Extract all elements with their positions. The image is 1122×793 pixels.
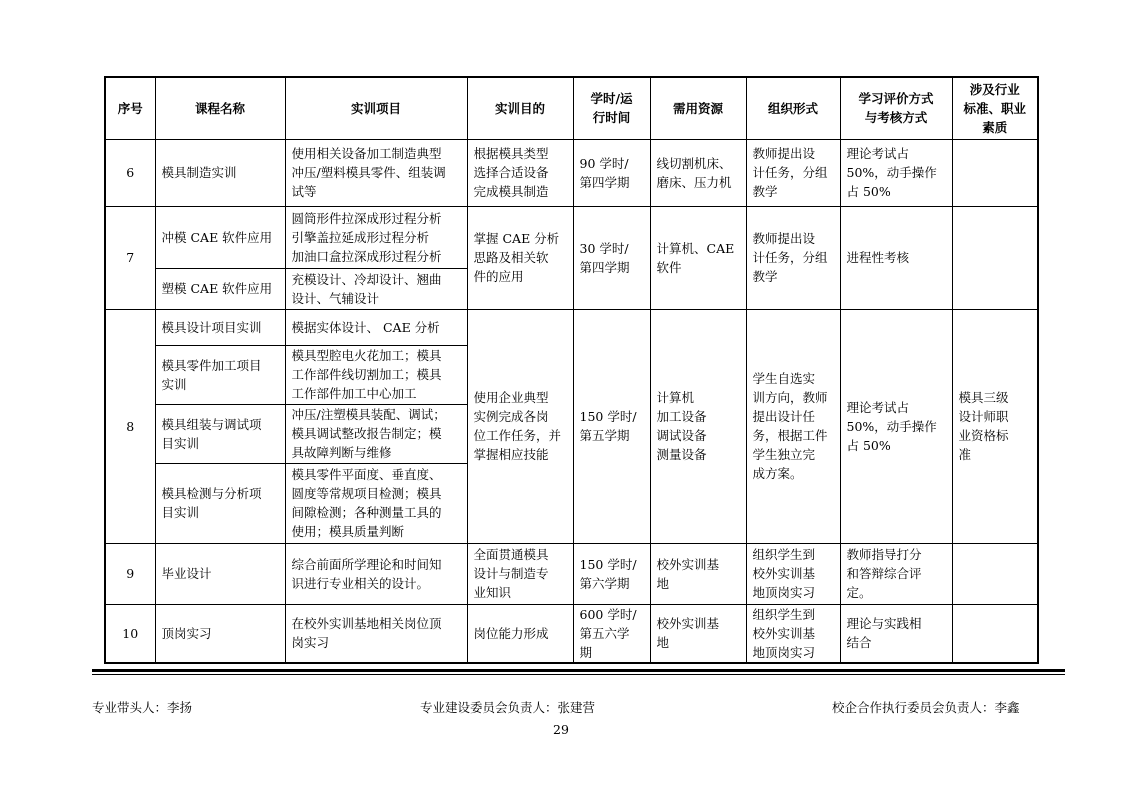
standard [952,139,1038,206]
organization: 教师提出设 计任务，分组 教学 [746,206,840,309]
footer-cooperation-lead: 校企合作执行委员会负责人：李鑫 [832,700,1020,715]
training-project: 充模设计、冷却设计、翘曲 设计、气辅设计 [285,268,467,309]
resources: 校外实训基 地 [650,604,746,663]
organization: 组织学生到 校外实训基 地顶岗实习 [746,604,840,663]
evaluation: 理论考试占 50%，动手操作 占 50% [840,139,952,206]
training-purpose: 全面贯通模具 设计与制造专 业知识 [467,543,573,604]
hours: 150 学时/ 第五学期 [573,309,650,543]
row-index: 9 [105,543,155,604]
hours: 90 学时/ 第四学期 [573,139,650,206]
training-project: 冲压/注塑模具装配、调试； 模具调试整改报告制定；模 具故障判断与维修 [285,404,467,463]
row-index: 7 [105,206,155,309]
evaluation: 理论与实践相 结合 [840,604,952,663]
course-name: 模具检测与分析项 目实训 [155,463,285,543]
resources: 线切割机床、 磨床、压力机 [650,139,746,206]
footer-committee-lead: 专业建设委员会负责人：张建营 [420,700,596,715]
evaluation: 进程性考核 [840,206,952,309]
training-project: 模具零件平面度、垂直度、 圆度等常规项目检测；模具 间隙检测；各种测量工具的 使用；模具质量判断 [285,463,467,543]
header-training-project: 实训项目 [285,77,467,139]
page-number: 29 [553,722,569,737]
course-name: 顶岗实习 [155,604,285,663]
course-name: 模具设计项目实训 [155,309,285,345]
table-row [105,139,1038,206]
course-name: 毕业设计 [155,543,285,604]
hours: 600 学时/ 第五六学 期 [573,604,650,663]
header-index: 序号 [105,77,155,139]
hours: 30 学时/ 第四学期 [573,206,650,309]
table-row [105,309,1038,345]
header-course-name: 课程名称 [155,77,285,139]
standard [952,206,1038,309]
standard: 模具三级 设计师职 业资格标 准 [952,309,1038,543]
course-name: 模具零件加工项目 实训 [155,345,285,404]
course-name: 塑模 CAE 软件应用 [155,268,285,309]
evaluation: 教师指导打分 和答辩综合评 定。 [840,543,952,604]
training-purpose: 使用企业典型 实例完成各岗 位工作任务，并 掌握相应技能 [467,309,573,543]
row-index: 10 [105,604,155,663]
organization: 教师提出设 计任务，分组 教学 [746,139,840,206]
footer-program-lead: 专业带头人：李扬 [92,700,193,715]
resources: 校外实训基 地 [650,543,746,604]
training-purpose: 掌握 CAE 分析 思路及相关软 件的应用 [467,206,573,309]
header-standards: 涉及行业 标准、职业 素质 [952,77,1038,139]
footer-rule-thick [92,669,1065,672]
standard [952,604,1038,663]
curriculum-table-wrapper [104,76,1037,664]
organization: 组织学生到 校外实训基 地顶岗实习 [746,543,840,604]
training-project: 圆筒形件拉深成形过程分析 引擎盖拉延成形过程分析 加油口盒拉深成形过程分析 [285,206,467,268]
training-purpose: 岗位能力形成 [467,604,573,663]
course-name: 冲模 CAE 软件应用 [155,206,285,268]
hours: 150 学时/ 第六学期 [573,543,650,604]
training-project: 使用相关设备加工制造典型 冲压/塑料模具零件、组装调 试等 [285,139,467,206]
header-organization: 组织形式 [746,77,840,139]
header-training-purpose: 实训目的 [467,77,573,139]
row-index: 6 [105,139,155,206]
table-row [105,543,1038,604]
training-project: 综合前面所学理论和时间知 识进行专业相关的设计。 [285,543,467,604]
footer-rule-thin [92,674,1065,675]
standard [952,543,1038,604]
table-header-row [105,77,1038,139]
table-row [105,206,1038,268]
header-hours: 学时/运 行时间 [573,77,650,139]
header-resources: 需用资源 [650,77,746,139]
course-name: 模具组装与调试项 目实训 [155,404,285,463]
resources: 计算机 加工设备 调试设备 测量设备 [650,309,746,543]
curriculum-table [104,76,1039,664]
row-index: 8 [105,309,155,543]
training-project: 模据实体设计、 CAE 分析 [285,309,467,345]
course-name: 模具制造实训 [155,139,285,206]
table-row [105,604,1038,663]
organization: 学生自选实 训方向，教师 提出设计任 务，根据工件 学生独立完 成方案。 [746,309,840,543]
resources: 计算机、CAE 软件 [650,206,746,309]
training-purpose: 根据模具类型 选择合适设备 完成模具制造 [467,139,573,206]
training-project: 模具型腔电火花加工；模具 工作部件线切割加工；模具 工作部件加工中心加工 [285,345,467,404]
training-project: 在校外实训基地相关岗位顶 岗实习 [285,604,467,663]
header-evaluation: 学习评价方式 与考核方式 [840,77,952,139]
evaluation: 理论考试占 50%，动手操作 占 50% [840,309,952,543]
